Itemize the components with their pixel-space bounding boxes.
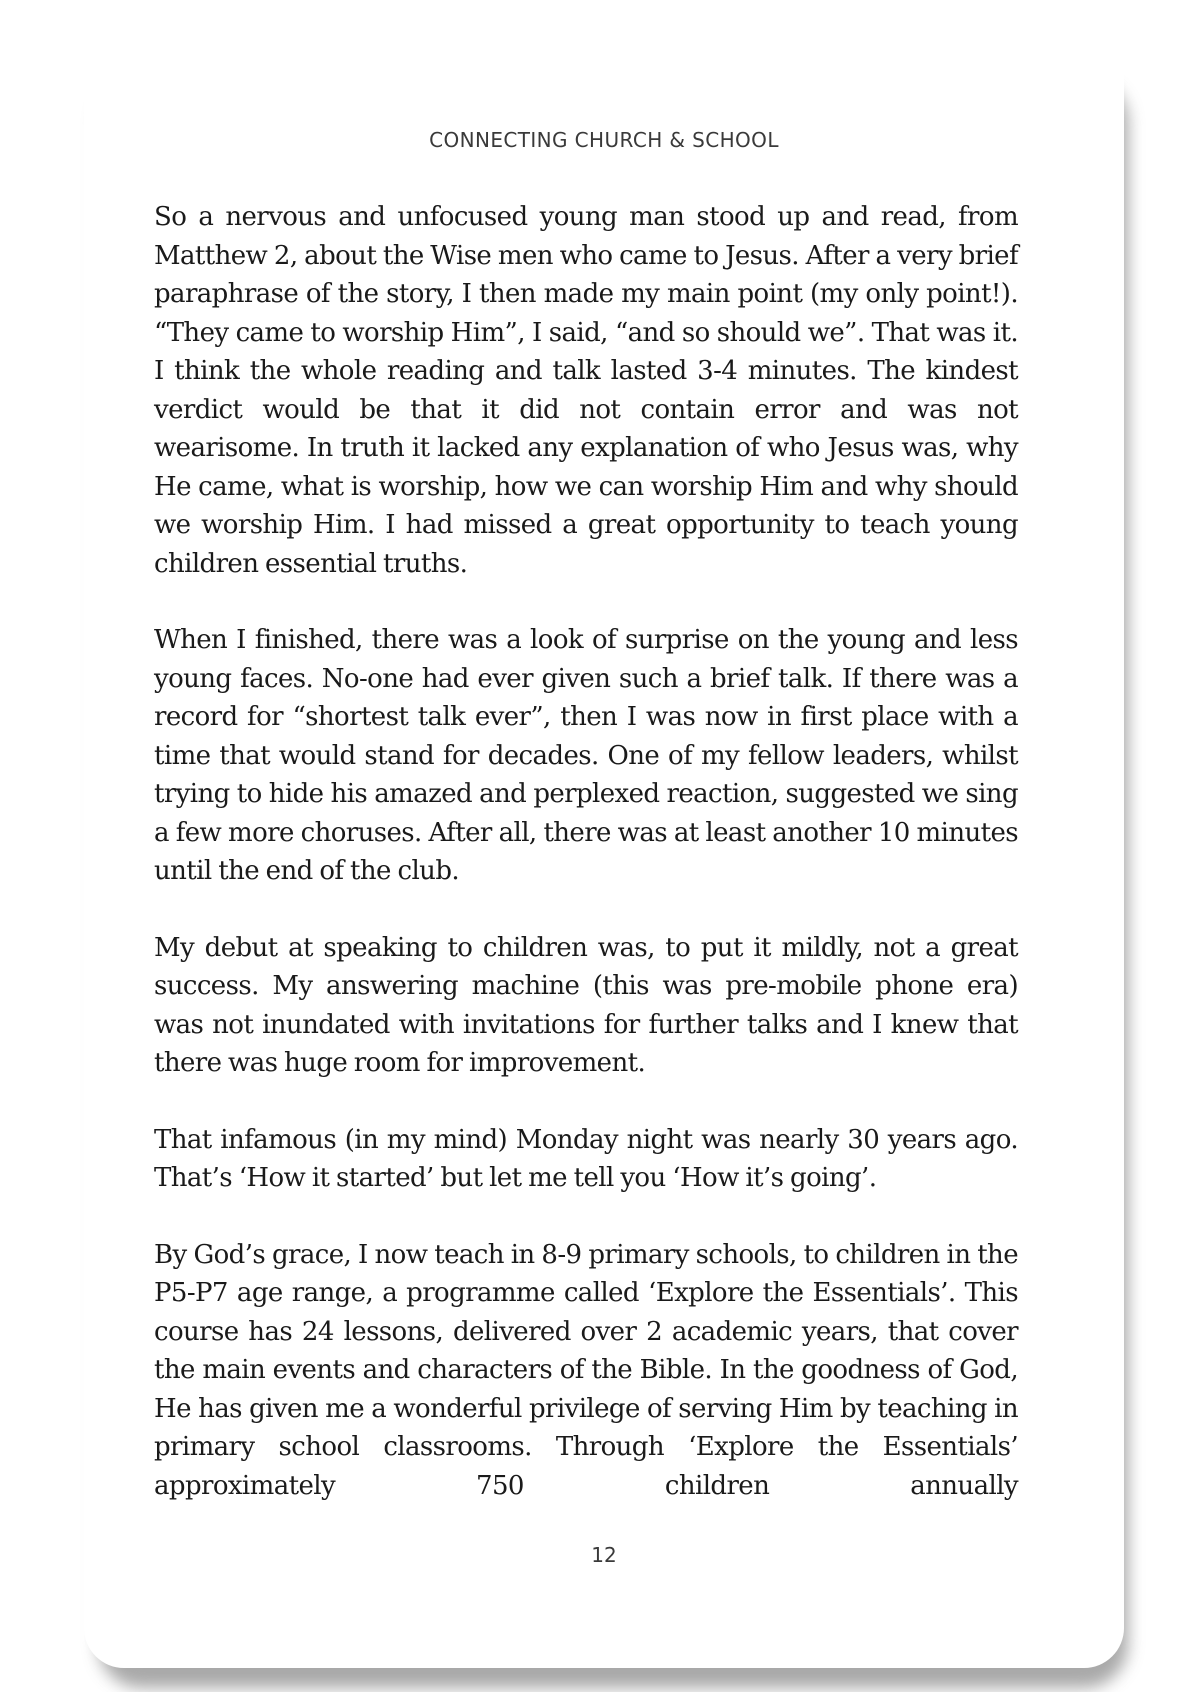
paragraph-3: My debut at speaking to children was, to put it mildly, not a great success. My answering machine (this was pre-mobile phone era) was not inundated with invitations for further talks and I knew that there was huge room for improvement.	[154, 932, 1018, 1078]
body-text	[154, 198, 1018, 1505]
paragraph-4: That infamous (in my mind) Monday night was nearly 30 years ago. That’s ‘How it started’ but let me tell you ‘How it’s going’.	[154, 1124, 1018, 1193]
page-number: 12	[591, 1543, 617, 1567]
running-head: CONNECTING CHURCH & SCHOOL	[429, 128, 779, 152]
book-page	[84, 0, 1124, 1668]
paragraph-1: So a nervous and unfocused young man stood up and read, from Matthew 2, about the Wise men who came to Jesus. After a very brief paraphrase of the story, I then made my main point (my only point!). “They came to worship Him”, I said, “and so should we”. That was it. I think the whole reading and talk lasted 3-4 minutes. The kindest verdict would be that it did not contain error and was not wearisome. In truth it lacked any explanation of who Jesus was, why He came, what is worship, how we can worship Him and why should we worship Him. I had missed a great opportunity to teach young children essential truths.	[154, 202, 1018, 579]
paragraph-2: When I finished, there was a look of surprise on the young and less young faces. No-one had ever given such a brief talk. If there was a record for “shortest talk ever”, then I was now in first place with a time that would stand for decades. One of my fellow leaders, whilst trying to hide his amazed and perplexed reaction, suggested we sing a few more choruses. After all, there was at least another 10 minutes until the end of the club.	[154, 625, 1018, 886]
paragraph-5: By God’s grace, I now teach in 8-9 primary schools, to children in the P5-P7 age range, a programme called ‘Explore the Essentials’. This course has 24 lessons, delivered over 2 academic years, that cover the main events and characters of the Bible. In the goodness of God, He has given me a wonderful privilege of serving Him by teaching in primary school classrooms. Through ‘Explore the Essentials’ approximately 750 children annually	[154, 1239, 1018, 1501]
